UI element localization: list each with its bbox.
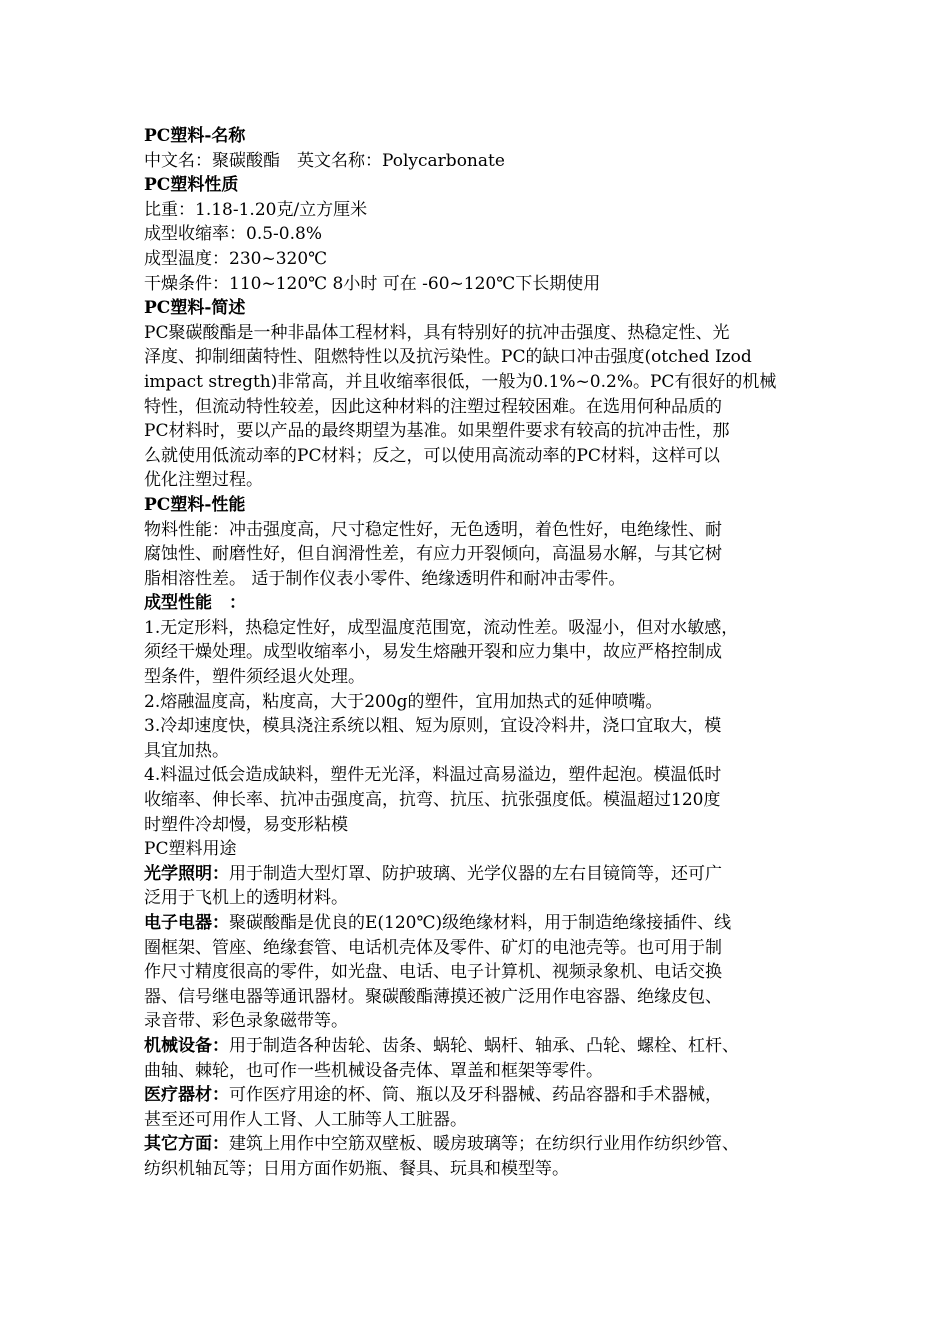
summary-line: 么就使用低流动率的PC材料；反之，可以使用高流动率的PC材料，这样可以 (144, 445, 720, 466)
use-mechanical-label: 机械设备： (144, 1035, 229, 1056)
performance-heading: PC塑料-性能 (144, 494, 246, 515)
molding-line: 具宜加热。 (144, 740, 229, 761)
use-electronics-text: 聚碳酸酯是优良的E(120℃)级绝缘材料，用于制造绝缘接插件、线 (229, 913, 732, 933)
property-molding-temperature: 成型温度：230~320℃ (144, 248, 328, 269)
use-optical-text: 用于制造大型灯罩、防护玻璃、光学仪器的左右目镜筒等，还可广 (229, 863, 722, 884)
summary-heading: PC塑料-简述 (144, 298, 246, 319)
use-medical-text: 可作医疗用途的杯、筒、瓶以及牙科器械、药品容器和手术器械， (229, 1085, 722, 1106)
molding-line: 2.熔融温度高，粘度高，大于200g的塑件，宜用加热式的延伸喷嘴。 (144, 691, 663, 712)
performance-line: 脂相溶性差。 适于制作仪表小零件、绝缘透明件和耐冲击零件。 (144, 568, 626, 589)
name-line: 中文名：聚碳酸酯 英文名称：Polycarbonate (144, 150, 505, 171)
use-other-label: 其它方面： (144, 1134, 229, 1155)
use-optical-label: 光学照明： (144, 863, 229, 884)
summary-line: PC聚碳酸酯是一种非晶体工程材料，具有特别好的抗冲击强度、热稳定性、光 (144, 322, 730, 343)
use-optical-line: 泛用于飞机上的透明材料。 (144, 888, 348, 909)
properties-heading: PC塑料性质 (144, 175, 239, 196)
use-electronics-line: 器、信号继电器等通讯器材。聚碳酸酯薄摸还被广泛用作电容器、绝缘皮包、 (144, 986, 722, 1007)
molding-line: 3.冷却速度快，模具浇注系统以粗、短为原则，宜设冷料井，浇口宜取大，模 (144, 716, 722, 737)
use-optical-line (144, 862, 814, 887)
summary-line: impact stregth)非常高，并且收缩率很低，一般为0.1%~0.2%。PC有很好的机械 (144, 371, 777, 392)
use-electronics-line: 录音带、彩色录象磁带等。 (144, 1011, 348, 1032)
use-mechanical-line (144, 1034, 814, 1059)
performance-line: 腐蚀性、耐磨性好，但自润滑性差，有应力开裂倾向，高温易水解，与其它树 (144, 544, 722, 565)
use-other-line: 纺织机轴瓦等；日用方面作奶瓶、餐具、玩具和模型等。 (144, 1158, 569, 1179)
use-medical-line: 甚至还可用作人工肾、人工肺等人工脏器。 (144, 1109, 467, 1130)
name-heading: PC塑料-名称 (144, 126, 246, 146)
document-page (144, 124, 814, 1182)
use-mechanical-line: 曲轴、棘轮，也可作一些机械设备壳体、罩盖和框架等零件。 (144, 1060, 603, 1081)
molding-line: 时塑件冷却慢，易变形粘模 (144, 814, 348, 835)
use-medical-line (144, 1083, 814, 1108)
molding-line: 4.料温过低会造成缺料，塑件无光泽，料温过高易溢边，塑件起泡。模温低时 (144, 765, 722, 786)
summary-line: 特性，但流动特性较差，因此这种材料的注塑过程较困难。在选用何种品质的 (144, 396, 722, 417)
use-mechanical-text: 用于制造各种齿轮、齿条、蜗轮、蜗杆、轴承、凸轮、螺栓、杠杆、 (229, 1035, 739, 1056)
molding-heading: 成型性能 ： (144, 593, 246, 614)
use-electronics-line: 作尺寸精度很高的零件，如光盘、电话、电子计算机、视频录象机、电话交换 (144, 962, 722, 983)
molding-line: 1.无定形料，热稳定性好，成型温度范围宽，流动性差。吸湿小，但对水敏感， (144, 617, 739, 638)
molding-line: 收缩率、伸长率、抗冲击强度高，抗弯、抗压、抗张强度低。模温超过120度 (144, 790, 721, 811)
property-shrinkage: 成型收缩率：0.5-0.8% (144, 224, 322, 245)
use-electronics-line (144, 911, 814, 936)
property-drying-conditions: 干燥条件：110~120℃ 8小时 可在 -60~120℃下长期使用 (144, 273, 601, 294)
molding-line: 须经干燥处理。成型收缩率小，易发生熔融开裂和应力集中，故应严格控制成 (144, 642, 722, 663)
use-other-text: 建筑上用作中空筋双壁板、暖房玻璃等；在纺织行业用作纺织纱管、 (229, 1134, 739, 1155)
property-density: 比重：1.18-1.20克/立方厘米 (144, 199, 368, 220)
summary-line: 泽度、抑制细菌特性、阻燃特性以及抗污染性。PC的缺口冲击强度(otched Izod (144, 347, 752, 368)
molding-line: 型条件，塑件须经退火处理。 (144, 667, 365, 688)
use-other-line (144, 1132, 814, 1157)
uses-heading: PC塑料用途 (144, 839, 237, 860)
summary-line: 优化注塑过程。 (144, 470, 263, 491)
summary-line: PC材料时，要以产品的最终期望为基准。如果塑件要求有较高的抗冲击性，那 (144, 421, 730, 442)
use-electronics-line: 圈框架、管座、绝缘套管、电话机壳体及零件、矿灯的电池壳等。也可用于制 (144, 937, 722, 958)
use-electronics-label: 电子电器： (144, 913, 229, 933)
performance-line: 物料性能：冲击强度高，尺寸稳定性好，无色透明，着色性好，电绝缘性、耐 (144, 519, 722, 540)
use-medical-label: 医疗器材： (144, 1085, 229, 1106)
